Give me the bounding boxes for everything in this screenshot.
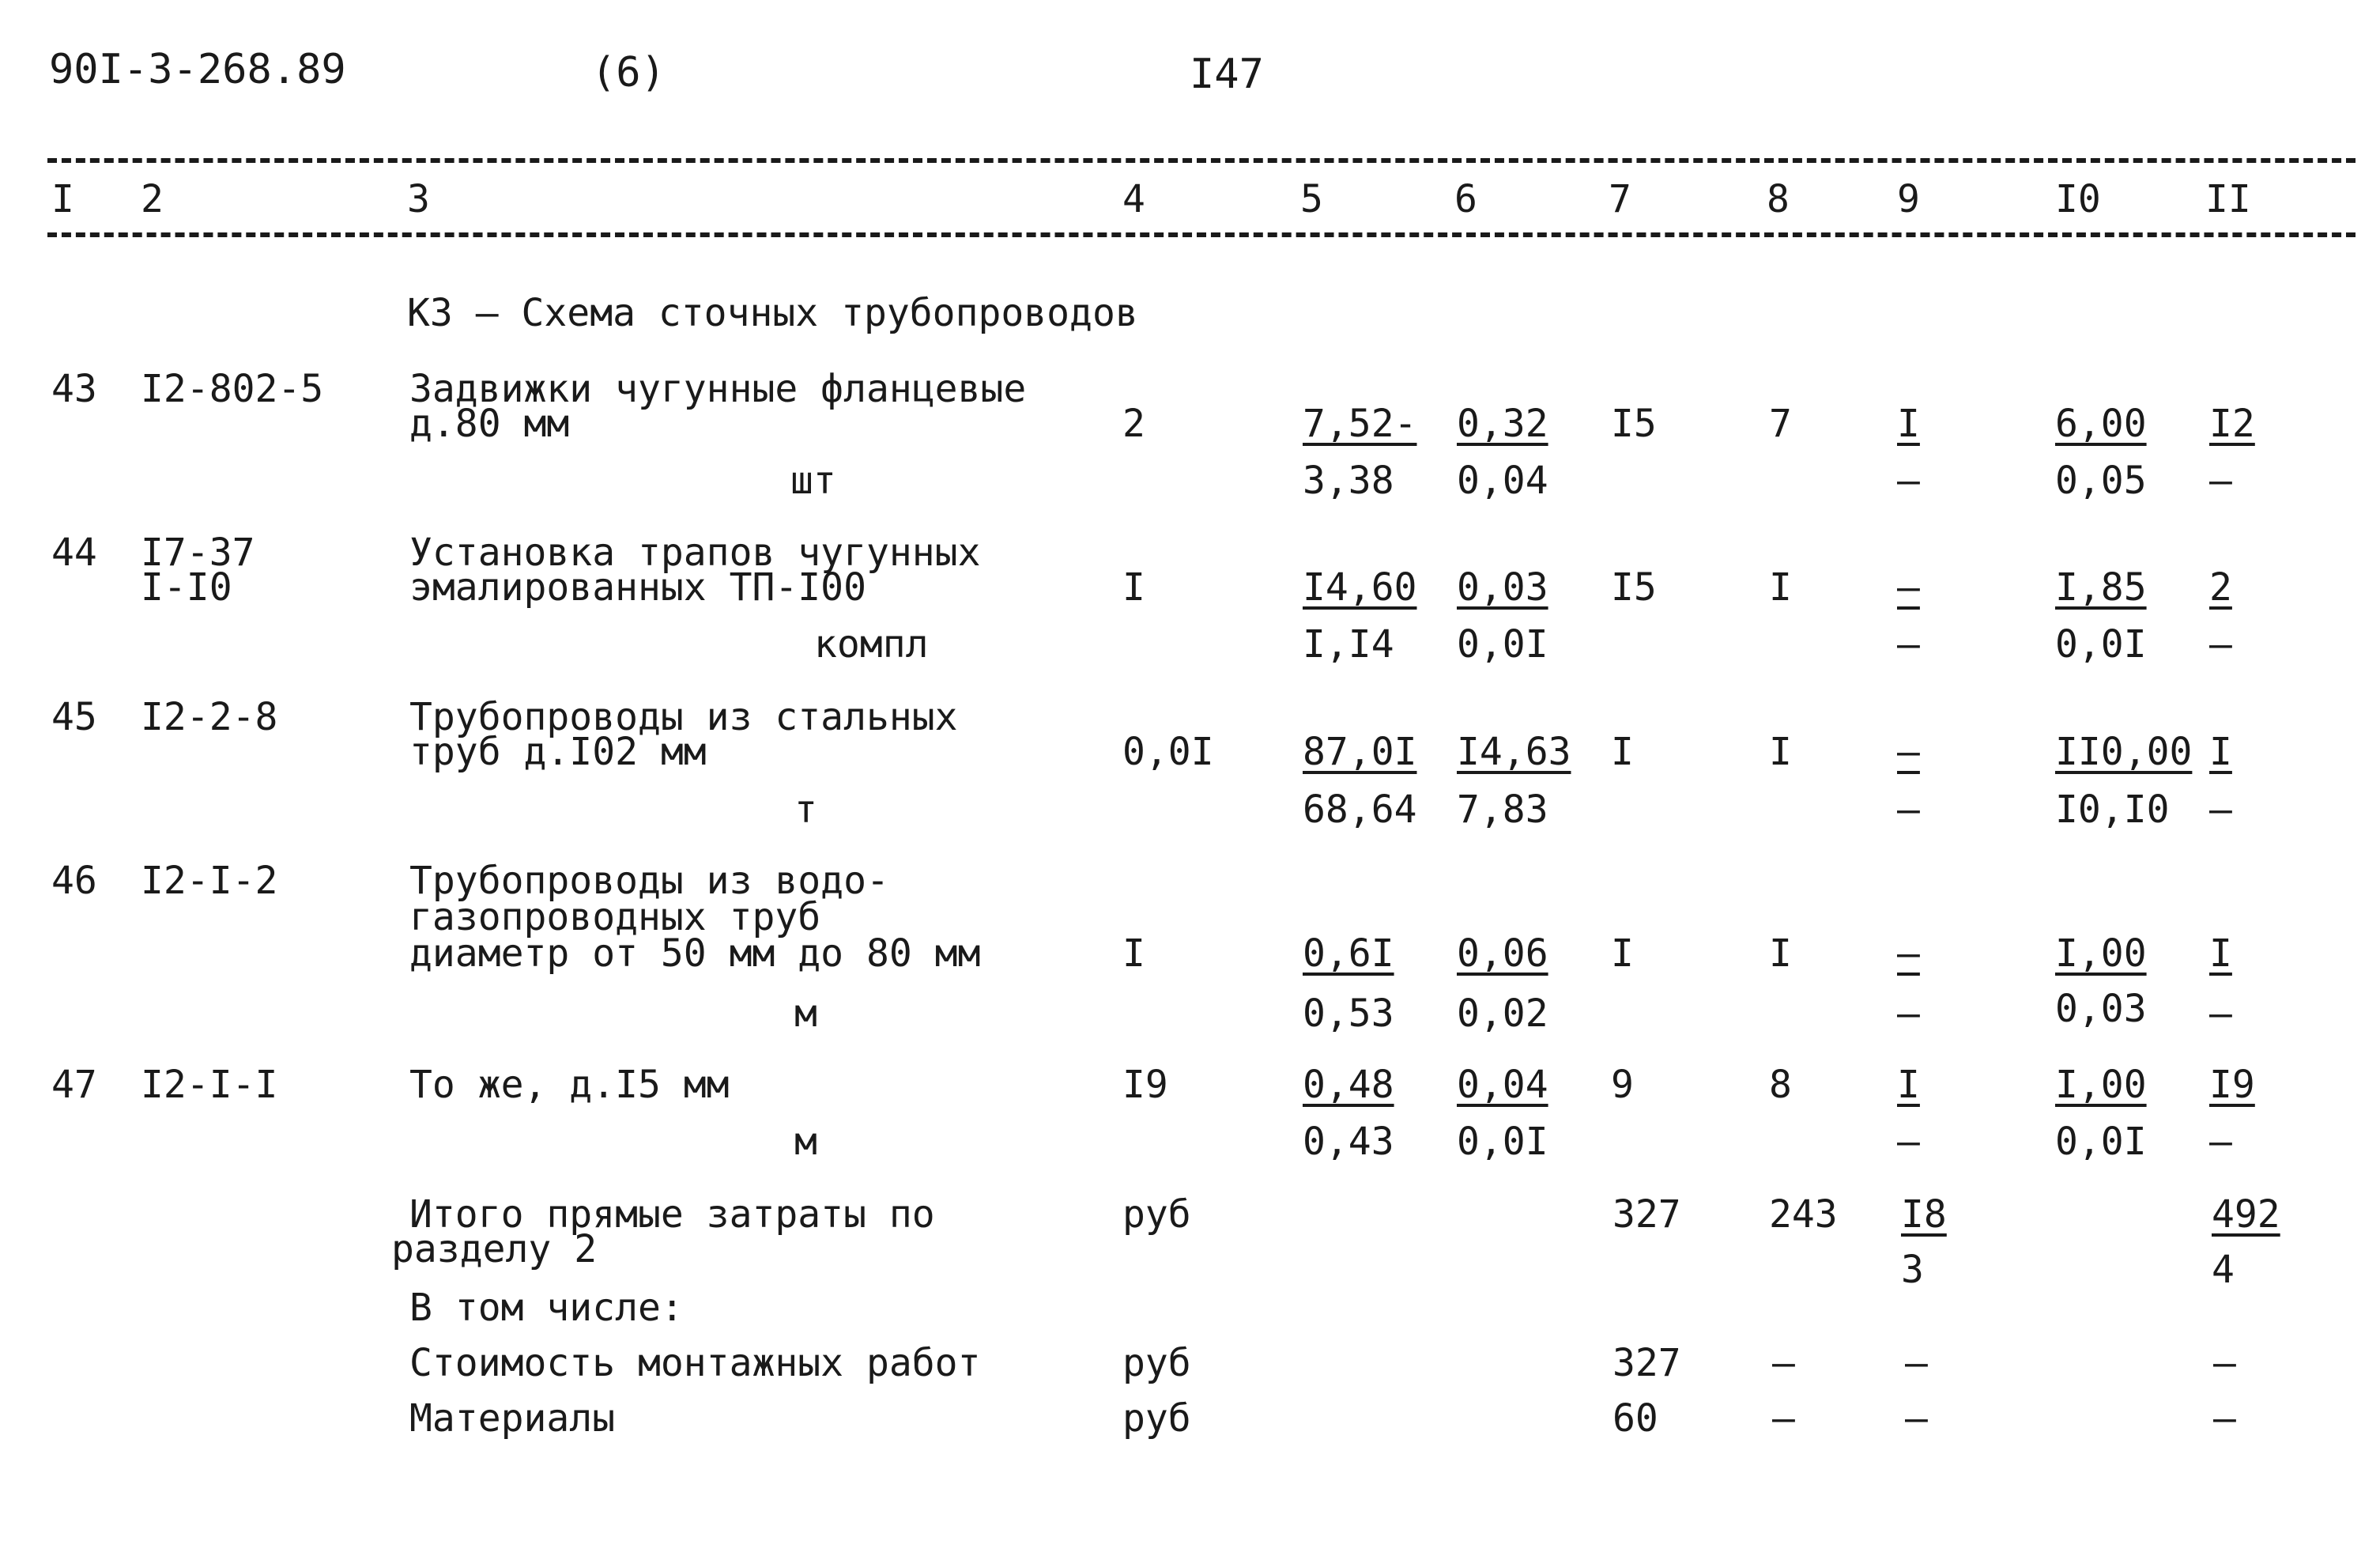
materials-col7: 60 bbox=[1612, 1396, 1658, 1441]
col-header-9: 9 bbox=[1897, 177, 1920, 221]
row-col9-bottom: – bbox=[1897, 991, 1920, 1036]
installation-cost-col9: – bbox=[1905, 1341, 1928, 1385]
header-bottom-rule bbox=[47, 232, 2355, 237]
doc-code: 90I-3-268.89 bbox=[49, 46, 346, 93]
totals-col11-bottom: 4 bbox=[2212, 1248, 2235, 1292]
row-col11-bottom: – bbox=[2209, 991, 2232, 1036]
installation-cost-col8: – bbox=[1772, 1341, 1795, 1385]
row-name-line: диаметр от 50 мм до 80 мм bbox=[409, 931, 981, 976]
materials-unit: руб bbox=[1122, 1396, 1191, 1441]
row-number: 43 bbox=[51, 367, 97, 411]
totals-label-line: Итого прямые затраты по bbox=[409, 1192, 935, 1237]
row-col9-bottom: – bbox=[1897, 1120, 1920, 1164]
row-name-line: эмалированных ТП-I00 bbox=[409, 565, 866, 610]
row-col9-bottom: – bbox=[1897, 787, 1920, 832]
row-col5-bottom: 0,43 bbox=[1303, 1120, 1394, 1164]
row-col10-bottom: 0,0I bbox=[2055, 622, 2147, 667]
row-code: I2-802-5 bbox=[141, 367, 324, 411]
row-col9-top: I bbox=[1897, 402, 1920, 446]
row-col6-top: 0,03 bbox=[1457, 565, 1548, 610]
row-col10-bottom: 0,0I bbox=[2055, 1120, 2147, 1164]
row-col6-bottom: 0,04 bbox=[1457, 459, 1548, 503]
row-name-line: То же, д.I5 мм bbox=[409, 1063, 730, 1107]
header-top-rule bbox=[47, 158, 2355, 163]
row-col6-bottom: 0,0I bbox=[1457, 1120, 1548, 1164]
totals-unit: руб bbox=[1122, 1192, 1191, 1237]
row-col6-bottom: 0,02 bbox=[1457, 991, 1548, 1036]
row-name-line: труб д.I02 мм bbox=[409, 730, 707, 774]
col-header-2: 2 bbox=[141, 177, 164, 221]
row-col6-top: 0,32 bbox=[1457, 402, 1548, 446]
row-col8: I bbox=[1769, 565, 1792, 610]
row-col5-bottom: 0,53 bbox=[1303, 991, 1394, 1036]
row-col5-top: 0,48 bbox=[1303, 1063, 1394, 1107]
row-col11-bottom: – bbox=[2209, 459, 2232, 503]
row-col11-top: I2 bbox=[2209, 402, 2255, 446]
installation-cost-label: Стоимость монтажных работ bbox=[409, 1341, 981, 1385]
row-col9-bottom: – bbox=[1897, 622, 1920, 667]
row-col10-bottom: 0,05 bbox=[2055, 459, 2147, 503]
row-col11-bottom: – bbox=[2209, 787, 2232, 832]
row-code: I2-2-8 bbox=[141, 695, 278, 739]
row-col11-top: I9 bbox=[2209, 1063, 2255, 1107]
row-col8: 8 bbox=[1769, 1063, 1792, 1107]
row-unit: компл bbox=[814, 622, 929, 667]
col-header-1: I bbox=[51, 177, 74, 221]
materials-col9: – bbox=[1905, 1396, 1928, 1441]
materials-label: Материалы bbox=[409, 1396, 616, 1441]
totals-col11-top: 492 bbox=[2212, 1192, 2280, 1237]
row-col5-bottom: 68,64 bbox=[1303, 787, 1417, 832]
row-col11-top: I bbox=[2209, 931, 2232, 976]
part-number: (6) bbox=[591, 49, 666, 96]
row-col8: 7 bbox=[1769, 402, 1792, 446]
col-header-5: 5 bbox=[1300, 177, 1323, 221]
row-unit: м bbox=[794, 991, 817, 1036]
row-col7: I bbox=[1611, 931, 1634, 976]
totals-col9-top: I8 bbox=[1901, 1192, 1947, 1237]
row-col5-top: 7,52- bbox=[1303, 402, 1417, 446]
section-title: К3 – Схема сточных трубопроводов bbox=[407, 291, 1138, 335]
col-header-7: 7 bbox=[1609, 177, 1631, 221]
installation-cost-unit: руб bbox=[1122, 1341, 1191, 1385]
row-code: I-I0 bbox=[141, 565, 232, 610]
row-col7: I5 bbox=[1611, 565, 1657, 610]
col-header-3: 3 bbox=[407, 177, 430, 221]
row-quantity: 0,0I bbox=[1122, 730, 1214, 774]
row-code: I7-37 bbox=[141, 531, 255, 575]
row-quantity: I bbox=[1122, 931, 1145, 976]
row-quantity: I9 bbox=[1122, 1063, 1168, 1107]
col-header-11: II bbox=[2205, 177, 2251, 221]
row-col5-top: 0,6I bbox=[1303, 931, 1394, 976]
row-unit: м bbox=[794, 1120, 817, 1164]
row-col11-bottom: – bbox=[2209, 622, 2232, 667]
row-col11-top: I bbox=[2209, 730, 2232, 774]
row-col5-bottom: I,I4 bbox=[1303, 622, 1394, 667]
row-col10-top: I,85 bbox=[2055, 565, 2147, 610]
row-quantity: I bbox=[1122, 565, 1145, 610]
row-col7: I bbox=[1611, 730, 1634, 774]
row-number: 47 bbox=[51, 1063, 97, 1107]
row-unit: т bbox=[794, 787, 817, 832]
row-number: 46 bbox=[51, 859, 97, 903]
row-unit: шт bbox=[790, 459, 836, 503]
totals-col9-bottom: 3 bbox=[1901, 1248, 1924, 1292]
materials-col8: – bbox=[1772, 1396, 1795, 1441]
row-col6-top: I4,63 bbox=[1457, 730, 1571, 774]
row-col5-top: I4,60 bbox=[1303, 565, 1417, 610]
row-col10-bottom: 0,03 bbox=[2055, 987, 2147, 1031]
totals-col7: 327 bbox=[1612, 1192, 1681, 1237]
row-name-line: Установка трапов чугунных bbox=[409, 531, 981, 575]
totals-col8: 243 bbox=[1769, 1192, 1838, 1237]
row-col8: I bbox=[1769, 931, 1792, 976]
installation-cost-col7: 327 bbox=[1612, 1341, 1681, 1385]
col-header-6: 6 bbox=[1454, 177, 1477, 221]
row-number: 44 bbox=[51, 531, 97, 575]
row-name-line: Трубопроводы из стальных bbox=[409, 695, 958, 739]
row-col10-top: I,00 bbox=[2055, 1063, 2147, 1107]
row-col5-top: 87,0I bbox=[1303, 730, 1417, 774]
row-col10-top: II0,00 bbox=[2055, 730, 2193, 774]
row-col10-top: 6,00 bbox=[2055, 402, 2147, 446]
row-col10-bottom: I0,I0 bbox=[2055, 787, 2170, 832]
row-name-line: д.80 мм bbox=[409, 402, 570, 446]
materials-col11: – bbox=[2213, 1396, 2236, 1441]
row-col10-top: I,00 bbox=[2055, 931, 2147, 976]
col-header-10: I0 bbox=[2055, 177, 2101, 221]
row-col6-top: 0,06 bbox=[1457, 931, 1548, 976]
row-col9-top: – bbox=[1897, 565, 1920, 610]
row-col8: I bbox=[1769, 730, 1792, 774]
col-header-8: 8 bbox=[1767, 177, 1790, 221]
row-col6-bottom: 7,83 bbox=[1457, 787, 1548, 832]
row-code: I2-I-I bbox=[141, 1063, 278, 1107]
row-name-line: газопроводных труб bbox=[409, 895, 821, 939]
row-col5-bottom: 3,38 bbox=[1303, 459, 1394, 503]
row-col7: 9 bbox=[1611, 1063, 1634, 1107]
col-header-4: 4 bbox=[1122, 177, 1145, 221]
row-col9-top: – bbox=[1897, 931, 1920, 976]
row-name-line: Задвижки чугунные фланцевые bbox=[409, 367, 1027, 411]
row-name-line: Трубопроводы из водо- bbox=[409, 859, 889, 903]
row-col7: I5 bbox=[1611, 402, 1657, 446]
row-col6-top: 0,04 bbox=[1457, 1063, 1548, 1107]
including-label: В том числе: bbox=[409, 1286, 684, 1330]
row-quantity: 2 bbox=[1122, 402, 1145, 446]
row-code: I2-I-2 bbox=[141, 859, 278, 903]
page-number: I47 bbox=[1190, 51, 1264, 98]
row-col9-top: – bbox=[1897, 730, 1920, 774]
totals-label-line: разделу 2 bbox=[391, 1227, 598, 1271]
installation-cost-col11: – bbox=[2213, 1341, 2236, 1385]
row-col9-bottom: – bbox=[1897, 459, 1920, 503]
row-col11-bottom: – bbox=[2209, 1120, 2232, 1164]
row-col11-top: 2 bbox=[2209, 565, 2232, 610]
row-col9-top: I bbox=[1897, 1063, 1920, 1107]
row-number: 45 bbox=[51, 695, 97, 739]
row-col6-bottom: 0,0I bbox=[1457, 622, 1548, 667]
